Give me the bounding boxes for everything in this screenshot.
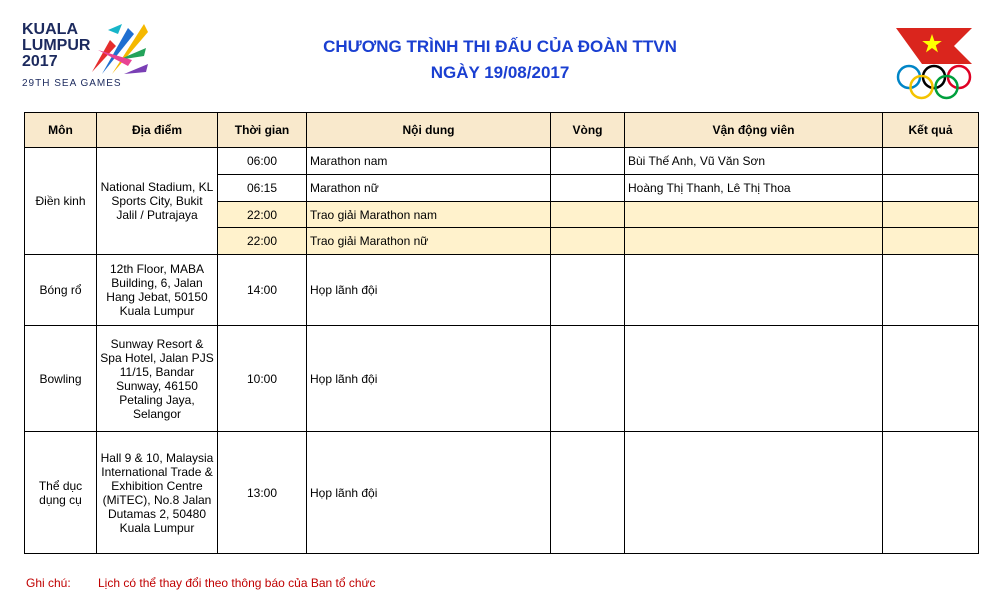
column-header-result: Kết quả <box>883 113 979 148</box>
note-label: Ghi chú: <box>26 576 71 590</box>
table-row <box>25 326 979 432</box>
content-cell: Trao giải Marathon nữ <box>307 228 551 255</box>
note-text: Lịch có thể thay đổi theo thông báo của Ban tổ chức <box>98 576 376 590</box>
round-cell <box>551 228 625 255</box>
time-cell: 10:00 <box>218 326 307 432</box>
sport-cell: Bowling <box>25 326 97 432</box>
result-cell <box>883 255 979 326</box>
kuala-lumpur-2017-logo <box>22 20 152 98</box>
athletes-cell <box>625 432 883 554</box>
column-header-round: Vòng <box>551 113 625 148</box>
venue-cell: 12th Floor, MABA Building, 6, Jalan Hang Jebat, 50150 Kuala Lumpur <box>97 255 218 326</box>
athletes-cell: Bùi Thế Anh, Vũ Văn Sơn <box>625 148 883 175</box>
result-cell <box>883 432 979 554</box>
content-cell: Trao giải Marathon nam <box>307 202 551 228</box>
result-cell <box>883 202 979 228</box>
venue-cell: Hall 9 & 10, Malaysia International Trade & Exhibition Centre (MiTEC), No.8 Jalan Dutamas 2, 50480 Kuala Lumpur <box>97 432 218 554</box>
sport-cell: Bóng rổ <box>25 255 97 326</box>
table-row <box>25 148 979 175</box>
time-cell: 22:00 <box>218 202 307 228</box>
sport-cell: Thể dục dụng cụ <box>25 432 97 554</box>
athletes-cell: Hoàng Thị Thanh, Lê Thị Thoa <box>625 175 883 202</box>
logo-word-kuala: KUALA <box>22 21 78 38</box>
column-header-venue: Địa điểm <box>97 113 218 148</box>
column-header-time: Thời gian <box>218 113 307 148</box>
result-cell <box>883 148 979 175</box>
time-cell: 06:00 <box>218 148 307 175</box>
page-title: CHƯƠNG TRÌNH THI ĐẤU CỦA ĐOÀN TTVN <box>323 37 677 56</box>
time-cell: 14:00 <box>218 255 307 326</box>
olympic-flag-icon <box>892 24 978 100</box>
sport-cell: Điền kinh <box>25 148 97 255</box>
athletes-cell <box>625 228 883 255</box>
result-cell <box>883 228 979 255</box>
content-cell: Marathon nữ <box>307 175 551 202</box>
page-date: NGÀY 19/08/2017 <box>430 63 570 82</box>
round-cell <box>551 255 625 326</box>
table-header-row <box>25 113 979 148</box>
vietnam-olympic-committee-logo <box>892 24 978 105</box>
time-cell: 13:00 <box>218 432 307 554</box>
schedule-table <box>24 112 979 554</box>
athletes-cell <box>625 326 883 432</box>
round-cell <box>551 202 625 228</box>
logo-word-year: 2017 <box>22 53 58 70</box>
venue-cell: National Stadium, KL Sports City, Bukit Jalil / Putrajaya <box>97 148 218 255</box>
round-cell <box>551 432 625 554</box>
logo-word-lumpur: LUMPUR <box>22 37 91 54</box>
result-cell <box>883 326 979 432</box>
result-cell <box>883 175 979 202</box>
logo-subtitle: 29TH SEA GAMES <box>22 78 122 89</box>
content-cell: Marathon nam <box>307 148 551 175</box>
content-cell: Họp lãnh đội <box>307 432 551 554</box>
round-cell <box>551 326 625 432</box>
time-cell: 22:00 <box>218 228 307 255</box>
table-row <box>25 432 979 554</box>
round-cell <box>551 148 625 175</box>
venue-cell: Sunway Resort & Spa Hotel, Jalan PJS 11/15, Bandar Sunway, 46150 Petaling Jaya, Selangor <box>97 326 218 432</box>
time-cell: 06:15 <box>218 175 307 202</box>
column-header-athletes: Vận động viên <box>625 113 883 148</box>
round-cell <box>551 175 625 202</box>
column-header-sport: Môn <box>25 113 97 148</box>
content-cell: Họp lãnh đội <box>307 326 551 432</box>
column-header-content: Nội dung <box>307 113 551 148</box>
table-row <box>25 255 979 326</box>
content-cell: Họp lãnh đội <box>307 255 551 326</box>
athletes-cell <box>625 255 883 326</box>
athletes-cell <box>625 202 883 228</box>
